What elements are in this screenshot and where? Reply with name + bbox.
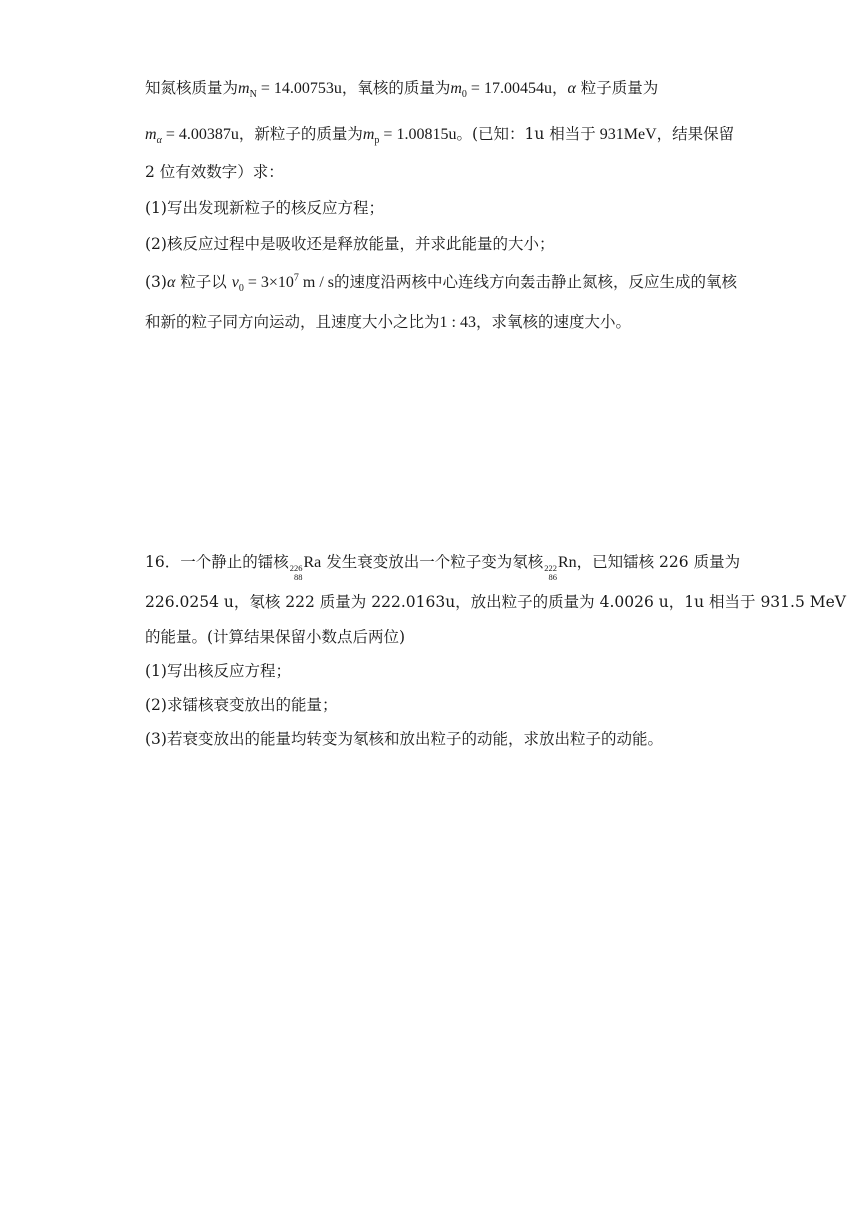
p15-line-1: 知氮核质量为$m_N = 14.00753u$，氧核的质量为$m_0 = 17.00454u$，α 粒子质量为: [145, 79, 659, 101]
radium-symbol: Ra: [303, 554, 322, 571]
mass-proton: $m_p = 1.00815u$: [362, 126, 457, 147]
energy-value: 931MeV: [595, 126, 657, 143]
initial-velocity: $v_0 = 3\times 10^7$ m / s: [231, 272, 335, 295]
p15-question-2: (2)核反应过程中是吸收还是释放能量，并求此能量的大小；: [145, 235, 555, 253]
mass-nitrogen: $m_N = 14.00753u$: [238, 80, 342, 101]
radon-symbol: Rn: [557, 554, 577, 571]
mass-oxygen: $m_0 = 17.00454u$: [450, 80, 552, 101]
p15-question-3-cont: 和新的粒子同方向运动，且速度大小之比为1 : 43，求氧核的速度大小。: [145, 313, 631, 331]
p16-question-3: (3)若衰变放出的能量均转变为氡核和放出粒子的动能，求放出粒子的动能。: [145, 730, 663, 748]
p16-line-3: 的能量。(计算结果保留小数点后两位): [145, 628, 406, 646]
p15-question-3: (3)α 粒子以 $v_0 = 3\times 10^7$ m / s的速度沿两核中心连线方向轰击静止氮核，反应生成的氧核: [145, 272, 738, 295]
alpha-symbol: α: [567, 80, 576, 97]
p16-line-1: 16．一个静止的镭核 226 88 Ra 发生衰变放出一个粒子变为氡核 222 86 Rn，已知镭核 226 质量为: [145, 553, 741, 582]
p15-line-3: 2 位有效数字）求：: [145, 163, 284, 181]
p16-line-2: 226.0254 u，氡核 222 质量为 222.0163u，放出粒子的质量为 4.0026 u，1u 相当于 931.5 MeV: [145, 593, 846, 611]
radium-nuclide-indices: 226 88: [289, 563, 303, 582]
p15-line-2: $m_\alpha = 4.00387u$，新粒子的质量为$m_p = 1.00815u$。(已知：1u 相当于 931MeV，结果保留: [145, 125, 735, 147]
velocity-ratio: 1 : 43: [439, 314, 476, 331]
p15-question-1: (1)写出发现新粒子的核反应方程；: [145, 199, 384, 217]
p15-text: 知氮核质量为: [145, 79, 239, 97]
p16-question-2: (2)求镭核衰变放出的能量；: [145, 696, 338, 714]
p16-question-1: (1)写出核反应方程；: [145, 662, 291, 680]
alpha-symbol: α: [166, 274, 176, 291]
mass-alpha: $m_\alpha = 4.00387u$: [145, 126, 239, 147]
radon-nuclide-indices: 222 86: [544, 563, 557, 582]
